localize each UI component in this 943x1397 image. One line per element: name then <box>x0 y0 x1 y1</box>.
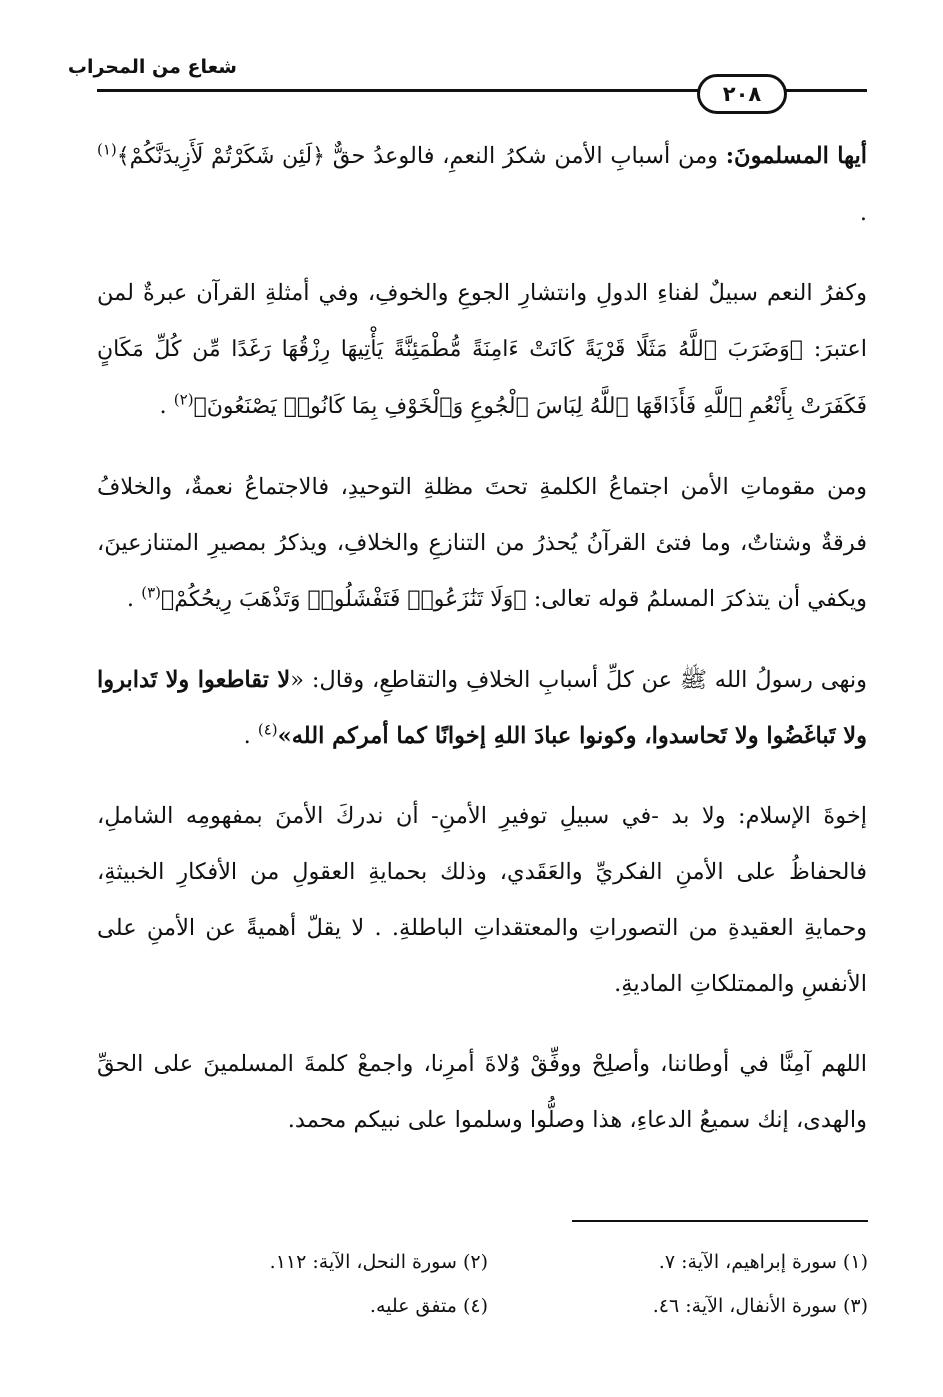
quran-verse: ﴿وَلَا تَنَٰزَعُوا۟ فَتَفْشَلُوا۟ وَتَذْهَبَ رِيحُكُمْ﴾ <box>161 587 527 612</box>
paragraph-6 <box>97 1036 867 1148</box>
paragraph-text: وكفرُ النعم سبيلٌ لفناءِ الدولِ وانتشارِ الجوعِ والخوفِ، وفي أمثلةِ القرآن عبرةٌ لمن اعتبرَ: <box>97 280 867 362</box>
paragraph-4 <box>97 652 867 764</box>
sentence-end: . <box>159 393 167 419</box>
running-header-title: شعاع من المحراب <box>67 56 237 78</box>
body-text <box>97 128 867 1148</box>
footnote-row <box>190 1284 868 1328</box>
paragraph-text: ومن مقوماتِ الأمن اجتماعُ الكلمةِ تحتَ مظلةِ التوحيدِ، فالاجتماعُ نعمةٌ، والخلافُ فرقةٌ وشتاتٌ، وما فتئ القرآنُ يُحذرُ من التنازعِ والخلافِ، ويذكرُ بمصيرِ المتنازعينَ، ويكفي أن يتذكرَ المسلمُ قوله تعالى: <box>97 474 867 612</box>
hadith-close-quote: » <box>277 723 292 749</box>
footnote-4: (٤) متفق عليه. <box>369 1295 488 1317</box>
sentence-end: . <box>859 200 867 226</box>
quran-verse: ﴿لَئِن شَكَرْتُمْ لَأَزِيدَنَّكُمْ﴾ <box>116 144 326 169</box>
quran-verse: ﴿وَضَرَبَ ٱللَّهُ مَثَلًا قَرْيَةً كَانَتْ ءَامِنَةً مُّطْمَئِنَّةً يَأْتِيهَا رِزْقُهَا رَغَدًا مِّن كُلِّ مَكَانٍ فَكَفَرَتْ بِأَنْعُمِ ٱللَّهِ فَأَذَاقَهَا ٱللَّهُ لِبَاسَ ٱلْجُوعِ وَٱلْخَوْفِ بِمَا كَانُوا۟ يَصْنَعُونَ﴾ <box>97 337 867 419</box>
paragraph-3 <box>97 459 867 628</box>
footnote-2: (٢) سورة النحل، الآية: ١١٢. <box>269 1251 488 1273</box>
sentence-end: . <box>126 586 135 612</box>
footnote-ref: (٣) <box>141 583 162 602</box>
paragraph-text: اللهم آمِنَّا في أوطاننا، وأصلِحْ ووفِّقْ وُلاةَ أمرِنا، واجمعْ كلمةَ المسلمينَ على الحقِّ والهدى، إنك سميعُ الدعاءِ، هذا وصلُّوا وسلموا على نبيكم محمد. <box>97 1051 867 1133</box>
paragraph-5 <box>97 788 867 1012</box>
footnote-rule <box>572 1220 868 1222</box>
footnote-1: (١) سورة إبراهيم، الآية: ٧. <box>658 1251 868 1273</box>
footnote-ref: (١) <box>97 140 117 159</box>
page-number: ٢٠٨ <box>697 74 787 114</box>
paragraph-2 <box>97 265 867 435</box>
paragraph-lead: أيها المسلمونَ: <box>725 143 867 169</box>
paragraph-text: ونهى رسولُ الله ﷺ عن كلِّ أسبابِ الخلافِ والتقاطعِ، وقال: « <box>290 667 867 693</box>
paragraph-text: إخوةَ الإسلام: ولا بد -في سبيلِ توفيرِ الأمنِ- أن ندركَ الأمنَ بمفهومِه الشاملِ، فالحفاظُ على الأمنِ الفكريِّ والعَقَدي، وذلك بحمايةِ العقولِ من الأفكارِ الخبيثةِ، وحمايةِ العقيدةِ من التصوراتِ والمعتقداتِ الباطلةِ. . لا يقلّ أهميةً عن الأمنِ على الأنفسِ والممتلكاتِ الماديةِ. <box>97 803 867 997</box>
paragraph-1 <box>97 128 867 241</box>
footnote-row <box>190 1240 868 1284</box>
footnotes <box>190 1240 868 1328</box>
sentence-end: . <box>243 723 251 749</box>
footnote-ref: (٤) <box>257 720 278 739</box>
footnote-ref: (٢) <box>173 390 194 409</box>
paragraph-text: ومن أسبابِ الأمن شكرُ النعمِ، فالوعدُ حقٌّ <box>325 143 726 169</box>
footnote-3: (٣) سورة الأنفال، الآية: ٤٦. <box>652 1295 868 1317</box>
hadith-text: لا تقاطعوا ولا تَدابروا ولا تَباغَضُوا ولا تَحاسدوا، وكونوا عبادَ اللهِ إخوانًا كما أمركم الله <box>97 667 867 749</box>
